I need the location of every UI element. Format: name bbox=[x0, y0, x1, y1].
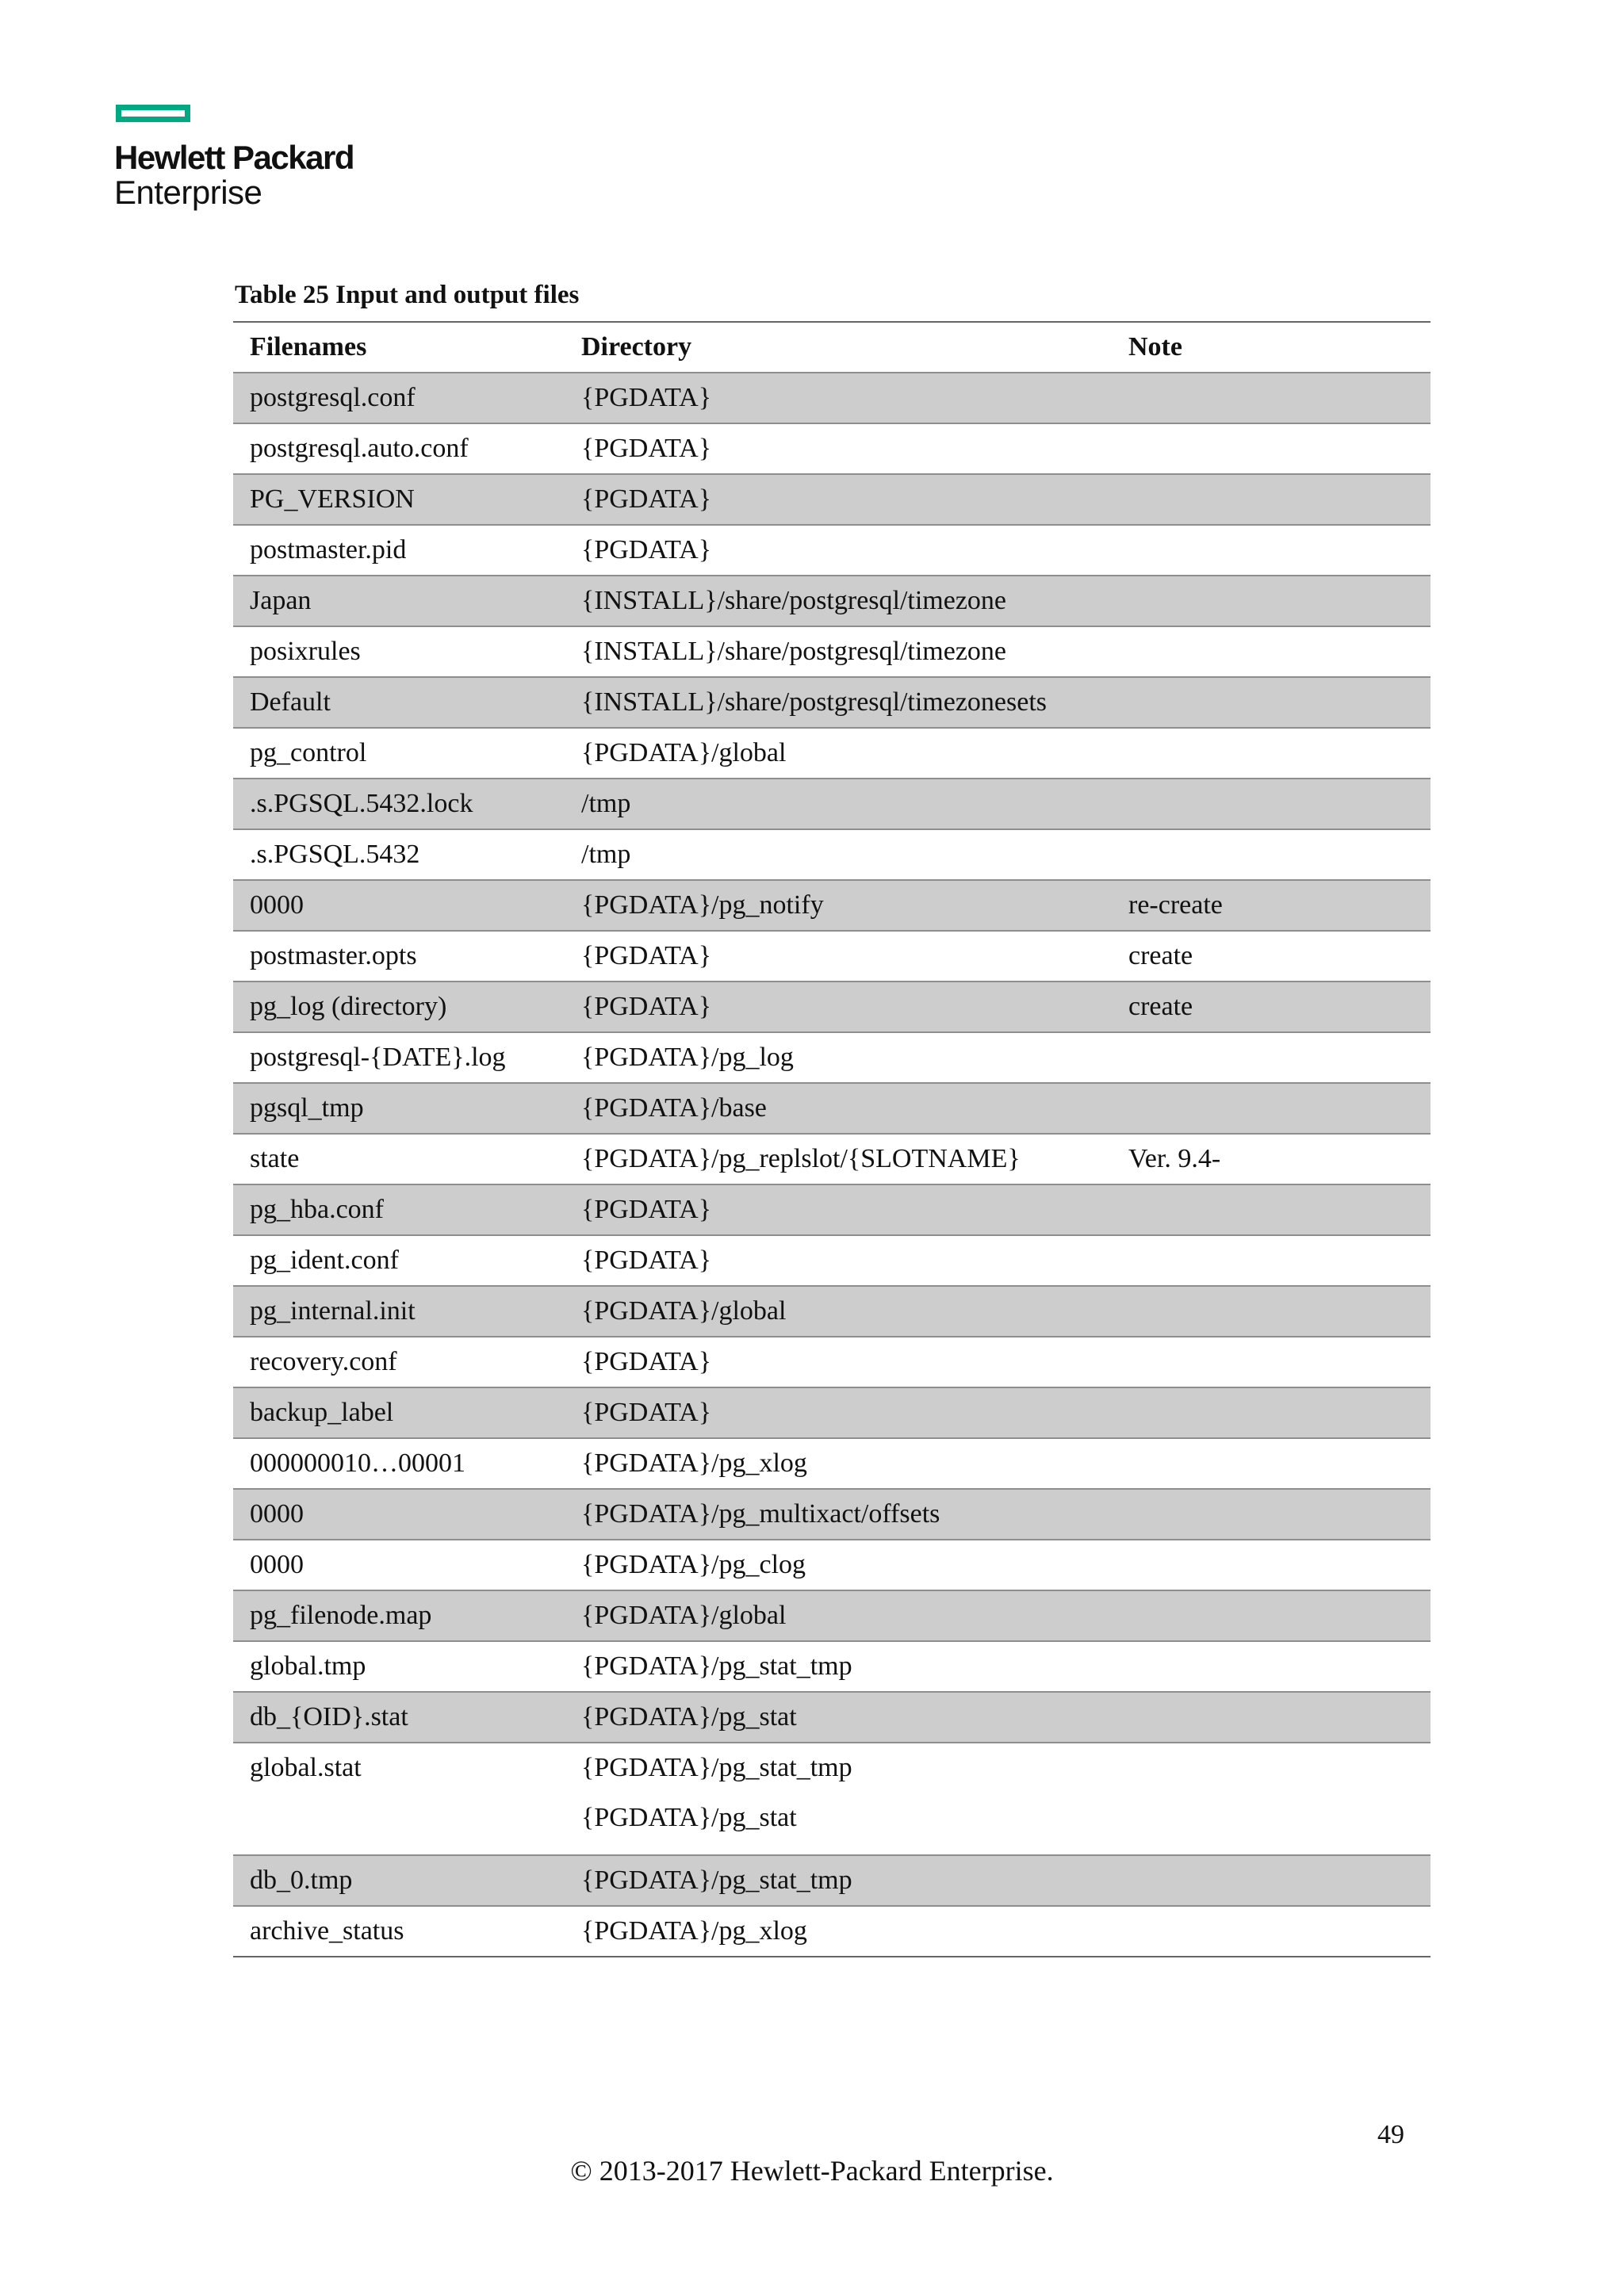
directory-cell: {PGDATA} bbox=[565, 423, 1112, 474]
note-cell bbox=[1112, 1641, 1431, 1692]
note-cell: Ver. 9.4- bbox=[1112, 1134, 1431, 1184]
directory-cell: {PGDATA}/pg_log bbox=[565, 1032, 1112, 1083]
filename-cell: .s.PGSQL.5432.lock bbox=[233, 779, 565, 829]
table-row bbox=[233, 880, 1431, 931]
note-cell bbox=[1112, 1387, 1431, 1438]
table-header-row bbox=[233, 322, 1431, 373]
table-row bbox=[233, 525, 1431, 576]
directory-cell: {PGDATA}/base bbox=[565, 1083, 1112, 1134]
filename-cell: pgsql_tmp bbox=[233, 1083, 565, 1134]
filename-cell: 0000 bbox=[233, 1489, 565, 1540]
note-cell bbox=[1112, 474, 1431, 525]
table-row bbox=[233, 1906, 1431, 1957]
filename-cell: postgresql-{DATE}.log bbox=[233, 1032, 565, 1083]
filename-cell: postmaster.opts bbox=[233, 931, 565, 982]
directory-cell: {INSTALL}/share/postgresql/timezone bbox=[565, 576, 1112, 626]
filename-cell: db_{OID}.stat bbox=[233, 1692, 565, 1743]
filename-cell: postgresql.auto.conf bbox=[233, 423, 565, 474]
filename-cell: db_0.tmp bbox=[233, 1855, 565, 1906]
filename-cell: archive_status bbox=[250, 1916, 404, 1946]
filename-cell: 0000 bbox=[233, 880, 565, 931]
table-row bbox=[233, 1184, 1431, 1235]
directory-cell: {PGDATA} bbox=[565, 1387, 1112, 1438]
table-row bbox=[233, 576, 1431, 626]
filename-cell: pg_ident.conf bbox=[233, 1235, 565, 1286]
table-row bbox=[233, 373, 1431, 423]
table-row bbox=[233, 1692, 1431, 1743]
note-cell bbox=[1112, 373, 1431, 423]
directory-cell: {PGDATA}/pg_multixact/offsets bbox=[565, 1489, 1112, 1540]
directory-cell: {PGDATA}/pg_replslot/{SLOTNAME} bbox=[565, 1134, 1112, 1184]
table-row bbox=[233, 1337, 1431, 1387]
directory-line: {PGDATA}/pg_stat_tmp bbox=[581, 1753, 852, 1782]
table-row bbox=[233, 1540, 1431, 1590]
header-directory: Directory bbox=[565, 322, 1112, 373]
directory-cell: {INSTALL}/share/postgresql/timezone bbox=[565, 626, 1112, 677]
table-row bbox=[233, 1438, 1431, 1489]
page-number: 49 bbox=[1377, 2120, 1404, 2149]
note-cell bbox=[1112, 1032, 1431, 1083]
directory-cell: /tmp bbox=[565, 829, 1112, 880]
filename-cell: postgresql.conf bbox=[233, 373, 565, 423]
table-row bbox=[233, 1083, 1431, 1134]
directory-cell: {PGDATA}/global bbox=[565, 1286, 1112, 1337]
filename-cell: global.tmp bbox=[233, 1641, 565, 1692]
logo-text-line2: Enterprise bbox=[114, 174, 262, 211]
directory-cell bbox=[565, 1743, 1112, 1855]
note-cell bbox=[1112, 1286, 1431, 1337]
directory-cell: {PGDATA} bbox=[565, 1184, 1112, 1235]
filename-cell: PG_VERSION bbox=[233, 474, 565, 525]
directory-cell: {PGDATA}/pg_stat_tmp bbox=[565, 1641, 1112, 1692]
note-cell bbox=[1112, 1590, 1431, 1641]
note-cell bbox=[1112, 779, 1431, 829]
filename-cell: .s.PGSQL.5432 bbox=[233, 829, 565, 880]
directory-cell: {PGDATA} bbox=[565, 1337, 1112, 1387]
filename-cell: posixrules bbox=[233, 626, 565, 677]
table-row bbox=[233, 829, 1431, 880]
note-cell bbox=[1112, 1337, 1431, 1387]
table-row bbox=[233, 1489, 1431, 1540]
filename-cell: state bbox=[233, 1134, 565, 1184]
table-row bbox=[233, 1032, 1431, 1083]
table-row bbox=[233, 728, 1431, 779]
hpe-logo bbox=[116, 105, 370, 216]
note-cell bbox=[1112, 1489, 1431, 1540]
note-cell bbox=[1112, 1540, 1431, 1590]
table-row bbox=[233, 626, 1431, 677]
note-cell bbox=[1112, 1743, 1431, 1855]
filename-cell: 000000010…00001 bbox=[233, 1438, 565, 1489]
directory-cell: {PGDATA} bbox=[565, 373, 1112, 423]
directory-cell: {PGDATA} bbox=[565, 931, 1112, 982]
table-row bbox=[233, 1743, 1431, 1855]
note-cell bbox=[1112, 525, 1431, 576]
table-row bbox=[233, 931, 1431, 982]
table-row bbox=[233, 1855, 1431, 1906]
filename-cell: global.stat bbox=[233, 1743, 565, 1855]
header-filenames: Filenames bbox=[233, 322, 565, 373]
table-row bbox=[233, 1235, 1431, 1286]
header-note: Note bbox=[1112, 322, 1431, 373]
note-cell bbox=[1112, 423, 1431, 474]
filename-cell: pg_hba.conf bbox=[233, 1184, 565, 1235]
note-cell: re-create bbox=[1112, 880, 1431, 931]
table-row bbox=[233, 1286, 1431, 1337]
table-row bbox=[233, 677, 1431, 728]
table-body bbox=[233, 373, 1431, 1957]
filename-cell: pg_control bbox=[233, 728, 565, 779]
note-cell bbox=[1112, 1184, 1431, 1235]
filename-cell: recovery.conf bbox=[233, 1337, 565, 1387]
table-caption: Table 25 Input and output files bbox=[235, 281, 580, 309]
filename-cell: Default bbox=[233, 677, 565, 728]
filename-cell: pg_log (directory) bbox=[233, 982, 565, 1032]
note-cell bbox=[1112, 1438, 1431, 1489]
note-cell bbox=[1112, 1083, 1431, 1134]
directory-cell: {PGDATA} bbox=[565, 982, 1112, 1032]
note-cell bbox=[1112, 576, 1431, 626]
filename-cell: postmaster.pid bbox=[233, 525, 565, 576]
table-row bbox=[233, 982, 1431, 1032]
directory-cell: {PGDATA} bbox=[565, 1235, 1112, 1286]
directory-cell: {PGDATA}/global bbox=[565, 1590, 1112, 1641]
directory-cell: {PGDATA}/pg_clog bbox=[565, 1540, 1112, 1590]
filename-cell: 0000 bbox=[233, 1540, 565, 1590]
directory-cell: /tmp bbox=[565, 779, 1112, 829]
directory-cell: {PGDATA}/pg_xlog bbox=[565, 1438, 1112, 1489]
logo-text-line1: Hewlett Packard bbox=[114, 139, 354, 176]
hpe-logo-mark bbox=[116, 105, 190, 122]
note-cell bbox=[1112, 1855, 1431, 1906]
note-cell bbox=[1112, 626, 1431, 677]
copyright-notice: © 2013-2017 Hewlett-Packard Enterprise. bbox=[570, 2155, 1054, 2187]
note-cell bbox=[1112, 728, 1431, 779]
note-cell: create bbox=[1112, 931, 1431, 982]
table-row bbox=[233, 1387, 1431, 1438]
filename-cell: Japan bbox=[233, 576, 565, 626]
directory-cell: {PGDATA}/pg_stat bbox=[565, 1692, 1112, 1743]
table-row bbox=[233, 1590, 1431, 1641]
filename-cell: pg_internal.init bbox=[233, 1286, 565, 1337]
note-cell bbox=[1112, 1692, 1431, 1743]
filename-cell: pg_filenode.map bbox=[233, 1590, 565, 1641]
table-row bbox=[233, 1641, 1431, 1692]
note-cell bbox=[1112, 829, 1431, 880]
filename-cell: backup_label bbox=[233, 1387, 565, 1438]
table-row bbox=[233, 474, 1431, 525]
directory-cell: {INSTALL}/share/postgresql/timezonesets bbox=[565, 677, 1112, 728]
directory-line: {PGDATA}/pg_stat bbox=[581, 1803, 797, 1832]
note-cell bbox=[1112, 677, 1431, 728]
note-cell bbox=[1112, 1906, 1431, 1957]
note-cell: create bbox=[1112, 982, 1431, 1032]
note-cell bbox=[1112, 1235, 1431, 1286]
directory-cell: {PGDATA}/pg_xlog bbox=[581, 1916, 807, 1946]
table-row bbox=[233, 1134, 1431, 1184]
directory-cell: {PGDATA}/pg_stat_tmp bbox=[565, 1855, 1112, 1906]
directory-cell: {PGDATA} bbox=[565, 474, 1112, 525]
directory-cell: {PGDATA} bbox=[565, 525, 1112, 576]
table-row bbox=[233, 423, 1431, 474]
table-row bbox=[233, 779, 1431, 829]
directory-cell: {PGDATA}/global bbox=[565, 728, 1112, 779]
directory-cell: {PGDATA}/pg_notify bbox=[565, 880, 1112, 931]
files-table bbox=[233, 321, 1431, 1957]
